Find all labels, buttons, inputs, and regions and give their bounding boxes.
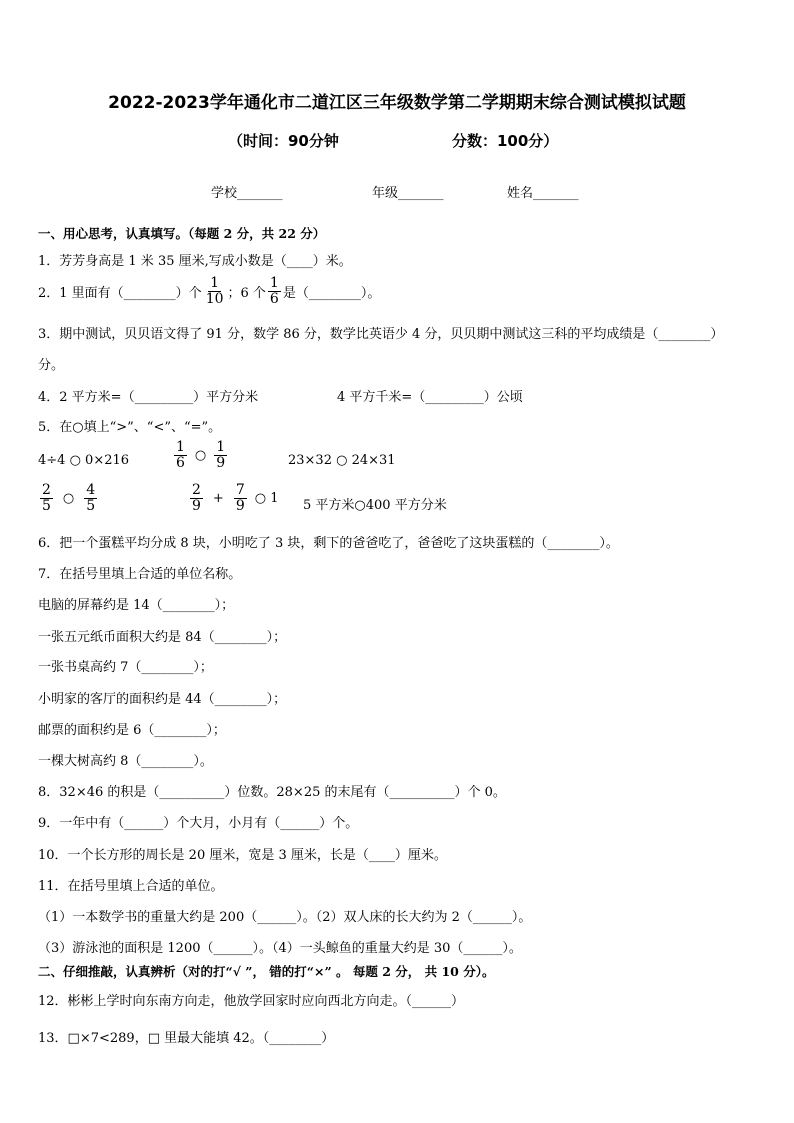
school-field[interactable]: 学校_______: [211, 186, 283, 201]
question-12: 12．彬彬上学时向东南方向走，他放学回家时应向西北方向走。（______）: [38, 994, 465, 1009]
fraction: $\frac{4}{5}$: [86, 482, 96, 515]
question-5: 5．在○填上“>”、“<”、“=”。: [38, 420, 222, 435]
question-8: 8．32×46 的积是（__________）位数。28×25 的末尾有（__________）个 0。: [38, 785, 506, 800]
fraction: $\frac{2}{9}$: [192, 482, 201, 515]
question-4b: 4 平方千米=（_________）公顷: [337, 390, 523, 405]
question-11: 11．在括号里填上合适的单位。: [38, 879, 224, 894]
question-3: 3．期中测试，贝贝语文得了 91 分，数学 86 分，数学比英语少 4 分，贝贝期中测试这三科的平均成绩是（________）: [38, 327, 724, 342]
compare-circle: ○: [194, 448, 207, 464]
q2-text-a: 2．1 里面有（________）个: [38, 286, 202, 302]
exam-time: （时间：90分钟: [228, 132, 339, 150]
q7-item: 一张五元纸币面积大约是 84（________）；: [38, 630, 287, 645]
question-9: 9．一年中有（______）个大月，小月有（______）个。: [38, 816, 359, 831]
question-13: 13．□×7<289，□ 里最大能填 42。（________）: [38, 1031, 335, 1046]
q7-item: 电脑的屏幕约是 14（________）；: [38, 598, 235, 613]
question-4a: 4．2 平方米=（_________）平方分米: [38, 390, 259, 405]
question-1: 1．芳芳身高是 1 米 35 厘米,写成小数是（____）米。: [38, 254, 352, 269]
question-2: [38, 276, 380, 308]
fraction: $\frac{1}{9}$: [216, 439, 226, 472]
fraction-1-10: $\frac{1}{10}$: [205, 275, 224, 308]
fraction: $\frac{1}{6}$: [176, 439, 185, 472]
exam-score: 分数：100分）: [452, 132, 559, 150]
q7-item: 邮票的面积约是 6（________）；: [38, 723, 226, 738]
compare-5: [188, 483, 279, 515]
compare-4: [38, 483, 99, 515]
compare-1: 4÷4 ○ 0×216: [38, 453, 130, 468]
question-6: 6．把一个蛋糕平均分成 8 块，小明吃了 3 块，剩下的爸爸吃了，爸爸吃了这块蛋糕的（________）。: [38, 536, 619, 551]
q2-text-c: 是（________）。: [282, 286, 381, 302]
q11-row-2: （3）游泳池的面积是 1200（______）。（4）一头鲸鱼的重量大约是 30（______）。: [38, 941, 522, 956]
compare-circle: ○: [62, 491, 75, 507]
page-title: 2022-2023学年通化市二道江区三年级数学第二学期期末综合测试模拟试题: [108, 93, 686, 113]
plus-sign: +: [212, 491, 224, 507]
question-7: 7．在括号里填上合适的单位名称。: [38, 567, 242, 582]
fraction-1-6: $\frac{1}{6}$: [269, 275, 279, 308]
compare-6: 5 平方米○400 平方分米: [303, 498, 447, 513]
compare-5-tail: ○ 1: [254, 491, 279, 507]
name-field[interactable]: 姓名_______: [507, 186, 579, 201]
question-3-cont: 分。: [38, 358, 65, 373]
fraction: $\frac{2}{5}$: [42, 482, 51, 515]
compare-3: 23×32 ○ 24×31: [288, 453, 396, 468]
grade-field[interactable]: 年级_______: [372, 186, 444, 201]
compare-2: [172, 440, 229, 472]
question-10: 10．一个长方形的周长是 20 厘米，宽是 3 厘米，长是（____）厘米。: [38, 848, 447, 863]
section-2-heading: 二、仔细推敲，认真辨析（对的打“√ ”， 错的打“×” 。 每题 2 分， 共 10 分）。: [38, 964, 495, 979]
q11-row-1: （1）一本数学书的重量大约是 200（______）。（2）双人床的长大约为 2（______）。: [38, 910, 532, 925]
q7-item: 一张书桌高约 7（________）；: [38, 660, 213, 675]
section-1-heading: 一、用心思考，认真填写。（每题 2 分，共 22 分）: [38, 226, 326, 241]
q7-item: 小明家的客厅的面积约是 44（________）；: [38, 692, 287, 707]
q7-item: 一棵大树高约 8（________）。: [38, 754, 213, 769]
q2-text-b: ；6 个: [227, 286, 266, 302]
fraction: $\frac{7}{9}$: [235, 482, 245, 515]
